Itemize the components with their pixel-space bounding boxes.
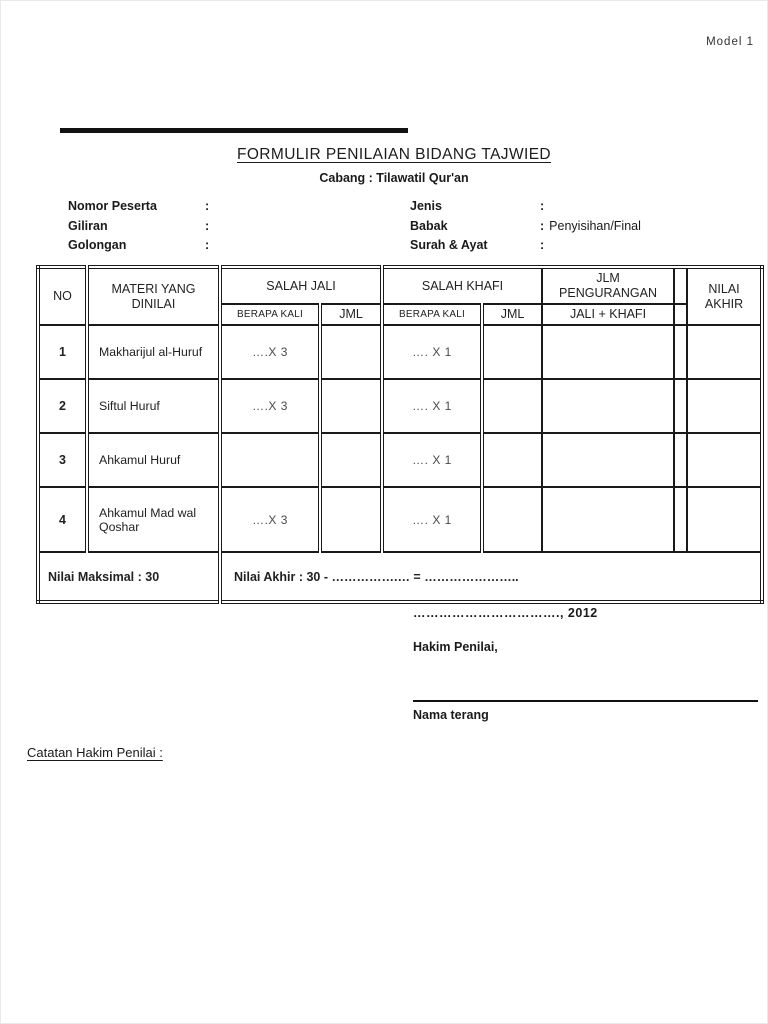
header-materi-text: MATERI YANG DINILAI [111, 281, 196, 311]
field-colon: : [205, 218, 210, 233]
jali-jml-cell [320, 379, 382, 433]
header-jali-khafi: JALI + KHAFI [542, 304, 674, 325]
row-number: 1 [38, 325, 87, 379]
header-salah-khafi: SALAH KHAFI [382, 267, 542, 304]
materi-cell: Ahkamul Mad wal Qoshar [87, 487, 220, 552]
khafi-jml-cell [482, 433, 542, 487]
jali-berapa-cell: ….X 3 [220, 379, 320, 433]
jali-berapa-cell: ….X 3 [220, 325, 320, 379]
top-rule [60, 128, 408, 133]
field-label: Babak [410, 218, 448, 233]
spacer-cell [674, 304, 687, 325]
khafi-berapa-cell: …. X 1 [382, 379, 482, 433]
row-number: 3 [38, 433, 87, 487]
khafi-berapa-cell: …. X 1 [382, 325, 482, 379]
spacer-cell [674, 433, 687, 487]
field-nomor-peserta [68, 199, 214, 219]
row-number: 2 [38, 379, 87, 433]
signature-block [413, 606, 758, 722]
materi-cell: Siftul Huruf [87, 379, 220, 433]
field-giliran [68, 219, 214, 239]
nilai-akhir-formula-cell: Nilai Akhir : 30 - …………….… = ………………….. [220, 552, 762, 602]
form-title: FORMULIR PENILAIAN BIDANG TAJWIED [236, 146, 552, 163]
nilai-akhir-cell [687, 325, 762, 379]
spacer-cell [674, 487, 687, 552]
form-subtitle: Cabang : Tilawatil Qur'an [319, 171, 469, 185]
field-label: Giliran [68, 218, 108, 233]
header-nilai-akhir [687, 267, 762, 325]
field-label: Jenis [410, 199, 442, 213]
field-jenis [410, 199, 641, 219]
field-label: Golongan [68, 238, 127, 252]
header-berapa-kali-khafi: BERAPA KALI [382, 304, 482, 325]
spacer-cell [674, 267, 687, 304]
field-colon: : [540, 238, 545, 252]
jali-berapa-cell [220, 433, 320, 487]
spacer-cell [674, 379, 687, 433]
pengurangan-cell [542, 379, 674, 433]
field-colon: : [540, 199, 545, 213]
header-jml-jali: JML [320, 304, 382, 325]
header-nilai-text: NILAI AKHIR [704, 281, 744, 311]
table-row [38, 433, 762, 487]
header-berapa-kali-jali: BERAPA KALI [220, 304, 320, 325]
jali-jml-cell [320, 487, 382, 552]
pengurangan-cell [542, 325, 674, 379]
table-row [38, 487, 762, 552]
model-label: Model 1 [706, 36, 754, 48]
jali-berapa-cell: ….X 3 [220, 487, 320, 552]
header-no: NO [38, 267, 87, 325]
fields-right [410, 199, 641, 258]
header-materi [87, 267, 220, 325]
nilai-akhir-cell [687, 433, 762, 487]
table-header-row-group [38, 267, 762, 304]
materi-cell: Ahkamul Huruf [87, 433, 220, 487]
field-colon: : [205, 199, 210, 213]
field-label: Nomor Peserta [68, 199, 157, 213]
pengurangan-cell [542, 487, 674, 552]
field-golongan [68, 238, 214, 258]
field-colon: : [205, 238, 210, 252]
nilai-akhir-cell [687, 487, 762, 552]
judge-label: Hakim Penilai, [413, 640, 498, 654]
field-surah-ayat [410, 238, 641, 258]
jali-jml-cell [320, 325, 382, 379]
judge-notes-label: Catatan Hakim Penilai : [27, 745, 163, 760]
field-colon: : [540, 218, 545, 233]
name-label: Nama terang [413, 708, 489, 722]
row-number: 4 [38, 487, 87, 552]
fields-left [68, 199, 214, 258]
khafi-berapa-cell: …. X 1 [382, 487, 482, 552]
field-value: Penyisihan/Final [549, 218, 641, 233]
khafi-berapa-cell: …. X 1 [382, 433, 482, 487]
table-row [38, 379, 762, 433]
signature-line [413, 700, 758, 702]
pengurangan-cell [542, 433, 674, 487]
assessment-table [36, 265, 764, 604]
khafi-jml-cell [482, 379, 542, 433]
header-jlm-pengurangan [542, 267, 674, 304]
date-line: ……………………………., 2012 [413, 606, 598, 620]
materi-cell: Makharijul al-Huruf [87, 325, 220, 379]
spacer-cell [674, 325, 687, 379]
table-row [38, 325, 762, 379]
nilai-maksimal-cell: Nilai Maksimal : 30 [38, 552, 220, 602]
jali-jml-cell [320, 433, 382, 487]
field-label: Surah & Ayat [410, 238, 488, 252]
nilai-akhir-cell [687, 379, 762, 433]
header-jml-khafi: JML [482, 304, 542, 325]
khafi-jml-cell [482, 487, 542, 552]
khafi-jml-cell [482, 325, 542, 379]
header-jlm-text: JLM PENGURANGAN [559, 271, 657, 300]
table-footer-row [38, 552, 762, 602]
header-salah-jali: SALAH JALI [220, 267, 382, 304]
field-babak [410, 219, 641, 239]
